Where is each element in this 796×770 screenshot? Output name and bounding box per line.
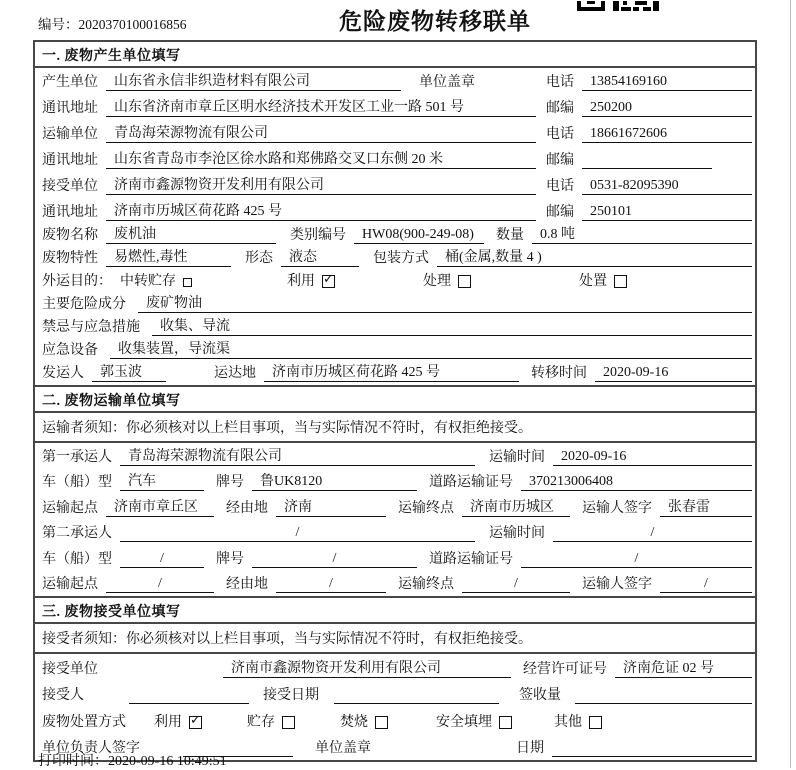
field-label: 接受单位 bbox=[42, 179, 98, 194]
plate-value: 鲁UK8120 bbox=[252, 470, 417, 491]
transporter-zip-value bbox=[582, 152, 712, 169]
row-dispatcher bbox=[35, 362, 755, 385]
field-label: 主要危险成分 bbox=[42, 297, 126, 312]
quantity-label: 数量 bbox=[496, 228, 524, 243]
option-other-label: 其他 bbox=[554, 714, 582, 730]
hazard-components-value: 废矿物油 bbox=[138, 292, 752, 313]
print-time-value: 2020-09-16 10:49:51 bbox=[108, 754, 227, 769]
row-producer bbox=[35, 68, 755, 94]
receiver-phone-value: 0531-82095390 bbox=[582, 178, 752, 195]
row-transport-purpose bbox=[35, 270, 755, 293]
transport-time-label: 运输时间 bbox=[489, 449, 545, 465]
row-route-2 bbox=[35, 571, 755, 597]
field-label: 接受单位 bbox=[42, 661, 98, 677]
seal-label: 单位盖章 bbox=[419, 75, 475, 90]
signed-quantity-value bbox=[575, 687, 752, 704]
field-label: 废物处置方式 bbox=[42, 714, 126, 730]
route-end-value: 济南市历城区 bbox=[462, 496, 570, 517]
via-label: 经由地 bbox=[226, 500, 268, 516]
field-label: 发运人 bbox=[42, 366, 84, 381]
route-start-2-value: / bbox=[106, 576, 214, 593]
road-permit-value: 370213006408 bbox=[521, 474, 752, 491]
route-end-label: 运输终点 bbox=[398, 500, 454, 516]
row-waste-property bbox=[35, 247, 755, 270]
field-label: 车（船）型 bbox=[42, 551, 112, 567]
row-hazard-components bbox=[35, 293, 755, 316]
option-store-label: 贮存 bbox=[247, 714, 275, 730]
page-edge-line bbox=[790, 0, 791, 768]
disposal-store-checkbox bbox=[282, 716, 295, 729]
disposal-use-checkbox bbox=[189, 716, 202, 729]
license-value: 济南危证 02 号 bbox=[615, 657, 752, 678]
category-value: HW08(900-249-08) bbox=[354, 227, 484, 244]
row-receiver-address bbox=[35, 198, 755, 224]
option-dispose-label: 处置 bbox=[579, 274, 607, 289]
row-vehicle-1 bbox=[35, 469, 755, 495]
via-value: 济南 bbox=[276, 496, 386, 517]
field-label: 单位负责人签字 bbox=[42, 741, 140, 756]
quantity-value: 0.8 吨 bbox=[532, 223, 752, 244]
field-label: 第一承运人 bbox=[42, 449, 112, 465]
transfer-time-label: 转移时间 bbox=[531, 366, 587, 381]
row-transporter-address bbox=[35, 146, 755, 172]
transfer-time-value: 2020-09-16 bbox=[595, 365, 752, 382]
via-2-value: / bbox=[276, 576, 386, 593]
treat-checkbox bbox=[458, 275, 471, 288]
phone-label: 电话 bbox=[546, 127, 574, 142]
serial-value: 2020370100016856 bbox=[78, 17, 187, 32]
receiver-address-value: 济南市历城区荷花路 425 号 bbox=[106, 200, 536, 221]
field-label: 应急设备 bbox=[42, 343, 98, 358]
road-permit-2-value: / bbox=[521, 551, 752, 568]
section-transporter bbox=[35, 385, 755, 596]
field-label: 车（船）型 bbox=[42, 475, 112, 490]
row-accept-unit bbox=[35, 654, 755, 681]
option-use-label: 利用 bbox=[154, 714, 182, 730]
first-carrier-value: 青岛海荣源物流有限公司 bbox=[120, 445, 475, 466]
carrier-sign-label: 运输人签字 bbox=[582, 577, 652, 592]
via-label: 经由地 bbox=[226, 577, 268, 592]
transport-time-value: 2020-09-16 bbox=[553, 449, 752, 466]
serial-label: 编号： bbox=[38, 17, 79, 32]
use-checkbox bbox=[322, 275, 335, 288]
option-landfill-label: 安全填埋 bbox=[436, 714, 492, 730]
row-second-carrier bbox=[35, 520, 755, 546]
dispatcher-value: 郭玉波 bbox=[92, 361, 166, 382]
plate-2-value: / bbox=[252, 551, 417, 568]
route-end-label: 运输终点 bbox=[398, 577, 454, 592]
transporter-address-value: 山东省青岛市李沧区徐水路和郑佛路交叉口东侧 20 米 bbox=[106, 148, 536, 169]
field-label: 外运目的： bbox=[42, 274, 112, 289]
field-label: 通讯地址 bbox=[42, 101, 98, 116]
producer-value: 山东省永信非织造材料有限公司 bbox=[106, 70, 401, 91]
producer-address-value: 山东省济南市章丘区明水经济技术开发区工业一路 501 号 bbox=[106, 96, 536, 117]
destination-value: 济南市历城区荷花路 425 号 bbox=[264, 361, 519, 382]
receiver-notice: 接受者须知：你必须核对以上栏目事项，当与实际情况不符时，有权拒绝接受。 bbox=[35, 624, 755, 654]
row-route-1 bbox=[35, 494, 755, 520]
page-title: 危险废物转移联单 bbox=[339, 9, 531, 34]
field-label: 产生单位 bbox=[42, 75, 98, 90]
phone-label: 电话 bbox=[546, 179, 574, 194]
date-value bbox=[552, 740, 752, 757]
disposal-burn-checkbox bbox=[375, 716, 388, 729]
category-label: 类别编号 bbox=[290, 228, 346, 243]
transport-time-label: 运输时间 bbox=[489, 526, 545, 541]
receiver-value: 济南市鑫源物资开发利用有限公司 bbox=[106, 174, 536, 195]
field-label: 运输单位 bbox=[42, 127, 98, 142]
field-label: 接受人 bbox=[42, 688, 84, 703]
section-transporter-title: 二. 废物运输单位填写 bbox=[35, 387, 755, 413]
field-label: 运输起点 bbox=[42, 500, 98, 516]
carrier-sign-2-value: / bbox=[660, 576, 752, 593]
date-label: 日期 bbox=[516, 741, 544, 756]
signed-quantity-label: 签收量 bbox=[519, 688, 561, 703]
field-label: 禁忌与应急措施 bbox=[42, 320, 140, 335]
accept-date-value bbox=[334, 687, 499, 704]
option-burn-label: 焚烧 bbox=[340, 714, 368, 730]
zip-label: 邮编 bbox=[546, 153, 574, 168]
license-label: 经营许可证号 bbox=[523, 661, 607, 677]
plate-label: 牌号 bbox=[216, 551, 244, 567]
row-taboo-measures bbox=[35, 316, 755, 339]
producer-zip-value: 250200 bbox=[582, 100, 752, 117]
disposal-landfill-checkbox bbox=[499, 716, 512, 729]
qr-code-fragment bbox=[577, 0, 662, 10]
transporter-phone-value: 18661672606 bbox=[582, 126, 752, 143]
transporter-notice: 运输者须知：你必须核对以上栏目事项，当与实际情况不符时，有权拒绝接受。 bbox=[35, 413, 755, 443]
section-receiver-title: 三. 废物接受单位填写 bbox=[35, 598, 755, 624]
row-emergency-equipment bbox=[35, 339, 755, 362]
disposal-other-checkbox bbox=[589, 716, 602, 729]
option-transfer-storage-label: 中转贮存 bbox=[120, 274, 176, 289]
accept-unit-value: 济南市鑫源物资开发利用有限公司 bbox=[223, 657, 511, 678]
option-use-label: 利用 bbox=[287, 274, 315, 289]
field-label: 废物名称 bbox=[42, 228, 98, 243]
field-label: 运输起点 bbox=[42, 577, 98, 592]
row-receiver bbox=[35, 172, 755, 198]
print-time bbox=[38, 750, 227, 770]
row-accept-person bbox=[35, 681, 755, 708]
unit-seal-label: 单位盖章 bbox=[315, 741, 371, 756]
vehicle-type-value: 汽车 bbox=[120, 470, 204, 491]
route-end-2-value: / bbox=[462, 576, 570, 593]
zip-label: 邮编 bbox=[546, 205, 574, 220]
carrier-sign-label: 运输人签字 bbox=[582, 500, 652, 516]
accept-person-value bbox=[129, 687, 249, 704]
receiver-zip-value: 250101 bbox=[582, 204, 752, 221]
section-producer-title: 一. 废物产生单位填写 bbox=[35, 42, 755, 68]
road-permit-label: 道路运输证号 bbox=[429, 551, 513, 567]
row-transporter bbox=[35, 120, 755, 146]
plate-label: 牌号 bbox=[216, 475, 244, 490]
transfer-storage-checkbox bbox=[183, 278, 192, 287]
road-permit-label: 道路运输证号 bbox=[429, 475, 513, 490]
row-first-carrier bbox=[35, 443, 755, 469]
destination-label: 运达地 bbox=[214, 366, 256, 381]
transport-time-2-value: / bbox=[553, 525, 752, 542]
section-producer bbox=[35, 42, 755, 385]
accept-date-label: 接受日期 bbox=[263, 688, 319, 703]
carrier-sign-value: 张春雷 bbox=[660, 496, 752, 517]
packing-label: 包装方式 bbox=[373, 251, 429, 266]
section-receiver bbox=[35, 596, 755, 760]
row-waste-name bbox=[35, 224, 755, 247]
option-treat-label: 处理 bbox=[423, 274, 451, 289]
row-vehicle-2 bbox=[35, 545, 755, 571]
route-start-value: 济南市章丘区 bbox=[106, 496, 214, 517]
field-label: 通讯地址 bbox=[42, 205, 98, 220]
row-disposal-method bbox=[35, 707, 755, 734]
phone-label: 电话 bbox=[546, 75, 574, 90]
second-carrier-value: / bbox=[120, 525, 475, 542]
packing-value: 桶(金属,数量 4 ) bbox=[437, 246, 752, 267]
emergency-equipment-value: 收集装置，导流渠 bbox=[110, 338, 752, 359]
waste-name-value: 废机油 bbox=[106, 223, 276, 244]
field-label: 通讯地址 bbox=[42, 153, 98, 168]
manifest-form bbox=[33, 40, 757, 762]
field-label: 废物特性 bbox=[42, 251, 98, 266]
property-value: 易燃性,毒性 bbox=[106, 246, 231, 267]
producer-phone-value: 13854169160 bbox=[582, 74, 752, 91]
print-time-label: 打印时间： bbox=[38, 754, 108, 769]
form-label: 形态 bbox=[245, 251, 273, 266]
dispose-checkbox bbox=[614, 275, 627, 288]
field-label: 第二承运人 bbox=[42, 526, 112, 541]
taboo-measures-value: 收集、导流 bbox=[152, 315, 752, 336]
zip-label: 邮编 bbox=[546, 101, 574, 116]
vehicle-type-2-value: / bbox=[120, 551, 204, 568]
transporter-value: 青岛海荣源物流有限公司 bbox=[106, 122, 536, 143]
row-producer-address bbox=[35, 94, 755, 120]
form-value: 液态 bbox=[281, 246, 359, 267]
